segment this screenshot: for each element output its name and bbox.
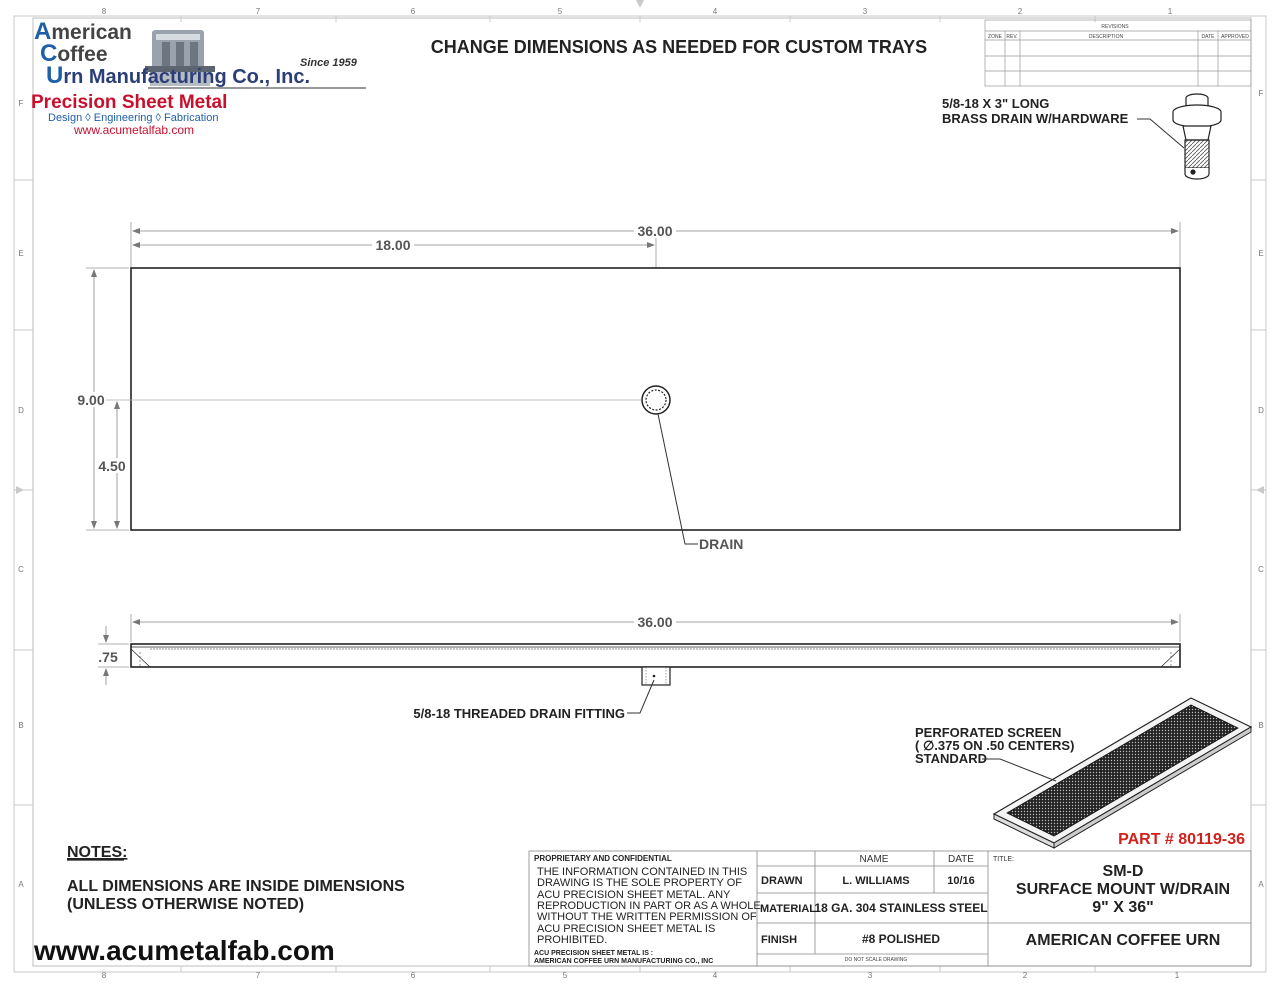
logo-website: www.acumetalfab.com	[74, 123, 195, 137]
grid-col-top-6: 6	[410, 7, 416, 16]
perforated-screen-icon	[994, 698, 1251, 848]
title-line-3: 9" X 36"	[1092, 899, 1154, 916]
brass-drain-icon	[1173, 94, 1221, 179]
screen-leader	[982, 759, 1056, 781]
grid-row-right-F: F	[1258, 89, 1264, 98]
dim-half-width: 4.50	[98, 458, 126, 474]
grid-col-bottom-6: 6	[410, 971, 416, 980]
title-block-company: AMERICAN COFFEE URN	[1025, 932, 1221, 949]
center-mark-top	[636, 0, 644, 8]
proprietary-line-3: ACU PRECISION SHEET METAL. ANY	[537, 889, 731, 901]
material-value: 18 GA. 304 STAINLESS STEEL	[814, 901, 988, 915]
grid-row-left-B: B	[18, 721, 24, 730]
drain-icon	[642, 386, 670, 414]
grid-row-left-A: A	[18, 880, 24, 889]
name-header: NAME	[859, 854, 889, 865]
grid-col-top-1: 1	[1167, 7, 1173, 16]
revisions-header-zone: ZONE	[988, 34, 1002, 40]
grid-row-left-F: F	[18, 99, 24, 108]
grid-col-bottom-5: 5	[562, 971, 568, 980]
dim-top-length: 36.00	[637, 223, 673, 239]
proprietary-line-1: THE INFORMATION CONTAINED IN THIS	[537, 866, 748, 878]
grid-col-bottom-1: 1	[1174, 971, 1180, 980]
grid-col-top-2: 2	[1017, 7, 1023, 16]
proprietary-heading: PROPRIETARY AND CONFIDENTIAL	[534, 854, 672, 863]
grid-col-top-7: 7	[255, 7, 261, 16]
grid-col-bottom-8: 8	[101, 971, 107, 980]
logo-since: Since 1959	[300, 57, 357, 69]
grid-row-left-D: D	[18, 406, 24, 415]
grid-row-left-E: E	[18, 249, 24, 258]
tray-side-view	[131, 644, 1180, 667]
do-not-scale: DO NOT SCALE DRAWING	[844, 957, 908, 963]
notes-line-2: (UNLESS OTHERWISE NOTED)	[67, 896, 305, 913]
proprietary-line-5: WITHOUT THE WRITTEN PERMISSION OF	[537, 911, 757, 923]
notes-heading: NOTES:	[67, 844, 128, 861]
dim-width: 9.00	[77, 392, 105, 408]
logo-tagline: Precision Sheet Metal	[31, 92, 228, 113]
company-logo	[31, 18, 366, 137]
grid-col-top-8: 8	[101, 7, 107, 16]
header-title: CHANGE DIMENSIONS AS NEEDED FOR CUSTOM TRAYS	[430, 37, 928, 57]
drawn-name: L. WILLIAMS	[842, 875, 910, 887]
revisions-title: REVISIONS	[1101, 24, 1129, 30]
finish-value: #8 POLISHED	[861, 932, 941, 946]
screen-callout-line-1: PERFORATED SCREEN	[915, 725, 1062, 740]
date-header: DATE	[948, 854, 974, 865]
grid-col-top-5: 5	[557, 7, 563, 16]
screen-callout-line-3: STANDARD	[915, 751, 987, 766]
part-number: PART # 80119-36	[1118, 831, 1245, 848]
threaded-fitting-callout: 5/8-18 THREADED DRAIN FITTING	[413, 706, 625, 721]
grid-row-left-C: C	[18, 565, 24, 574]
brass-drain-callout-line-1: 5/8-18 X 3" LONG	[942, 96, 1050, 111]
drain-callout: DRAIN	[699, 536, 744, 552]
grid-col-bottom-4: 4	[712, 971, 718, 980]
logo-line-2: Coffee	[40, 40, 108, 67]
drawn-label: DRAWN	[761, 875, 803, 887]
grid-col-bottom-2: 2	[1022, 971, 1028, 980]
logo-line-3: Urn Manufacturing Co., Inc.	[46, 62, 311, 89]
grid-col-top-4: 4	[712, 7, 718, 16]
proprietary-line-7: PROHIBITED.	[537, 934, 608, 946]
finish-label: FINISH	[761, 934, 798, 946]
acu-company: AMERICAN COFFEE URN MANUFACTURING CO., INC	[534, 958, 714, 965]
grid-row-right-D: D	[1258, 406, 1264, 415]
drawn-date: 10/16	[947, 875, 975, 887]
dim-top-half: 18.00	[375, 237, 411, 253]
grid-row-right-E: E	[1258, 249, 1264, 258]
threaded-fitting-icon	[642, 667, 670, 685]
proprietary-line-6: ACU PRECISION SHEET METAL IS	[537, 923, 716, 935]
notes-line-1: ALL DIMENSIONS ARE INSIDE DIMENSIONS	[67, 878, 405, 895]
center-mark-left	[16, 486, 24, 494]
screen-callout-line-2: ( ∅.375 ON .50 CENTERS)	[915, 738, 1075, 753]
logo-line-1: American	[34, 18, 132, 45]
grid-row-right-B: B	[1258, 721, 1264, 730]
acu-note: ACU PRECISION SHEET METAL IS :	[534, 950, 654, 957]
title-line-1: SM-D	[1102, 863, 1144, 880]
center-mark-right	[1256, 486, 1264, 494]
revisions-header-approved: APPROVED	[1221, 34, 1249, 40]
dim-side-length: 36.00	[637, 614, 673, 630]
dim-height: .75	[98, 649, 118, 665]
grid-row-right-A: A	[1258, 880, 1264, 889]
revisions-header-rev: REV.	[1006, 34, 1018, 40]
title-line-2: SURFACE MOUNT W/DRAIN	[1015, 881, 1231, 898]
grid-row-right-C: C	[1258, 565, 1264, 574]
brass-drain-callout-line-2: BRASS DRAIN W/HARDWARE	[942, 111, 1129, 126]
logo-services: Design ◊ Engineering ◊ Fabrication	[48, 112, 219, 124]
proprietary-line-2: DRAWING IS THE SOLE PROPERTY OF	[537, 877, 742, 889]
revisions-header-date: DATE	[1201, 34, 1215, 40]
grid-col-bottom-3: 3	[867, 971, 873, 980]
title-label: TITLE:	[993, 856, 1015, 863]
material-label: MATERIAL	[760, 903, 817, 915]
revisions-header-description: DESCRIPTION	[1088, 34, 1124, 40]
proprietary-line-4: REPRODUCTION IN PART OR AS A WHOLE	[537, 900, 761, 912]
grid-col-bottom-7: 7	[255, 971, 261, 980]
footer-website: www.acumetalfab.com	[34, 935, 335, 966]
grid-col-top-3: 3	[862, 7, 868, 16]
